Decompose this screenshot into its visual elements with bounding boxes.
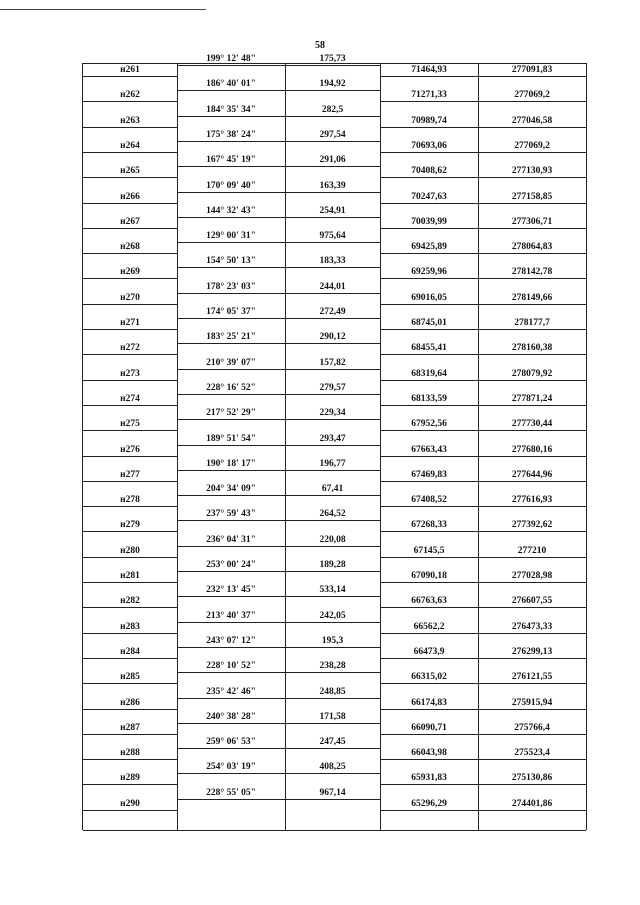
page-number: 58: [315, 40, 325, 51]
coord-x: 67663,43: [411, 444, 447, 455]
coord-row-line: [380, 810, 586, 811]
direction-angle: 235° 42' 46": [206, 686, 256, 697]
segment-row-line: [177, 318, 381, 319]
coord-row-line: [380, 683, 586, 684]
header-rule: [0, 9, 206, 10]
point-row-line: [83, 810, 177, 811]
coord-row-line: [380, 658, 586, 659]
coord-y: 275766,4: [514, 722, 550, 733]
point-id: н269: [120, 267, 140, 278]
coord-x: 67268,33: [411, 520, 447, 531]
segment-length: 247,45: [319, 737, 346, 748]
coord-row-line: [380, 253, 586, 254]
point-row-line: [83, 557, 177, 558]
point-row-line: [83, 152, 177, 153]
segment-row-line: [177, 596, 381, 597]
point-id: н270: [120, 292, 140, 303]
coord-y: 274401,86: [511, 798, 553, 809]
point-row-line: [83, 76, 177, 77]
point-row-line: [83, 203, 177, 204]
direction-angle: 204° 34' 09": [206, 484, 256, 495]
point-id: н263: [120, 115, 140, 126]
point-row-line: [83, 759, 177, 760]
coord-y: 277680,16: [511, 444, 553, 455]
point-id: н282: [120, 596, 140, 607]
coord-y: 278079,92: [511, 368, 553, 379]
direction-angle: 254° 03' 19": [206, 762, 256, 773]
segment-length: 238,28: [319, 661, 346, 672]
point-row-line: [83, 430, 177, 431]
point-row-line: [83, 683, 177, 684]
coord-row-line: [380, 304, 586, 305]
point-id: н268: [120, 242, 140, 253]
segment-length: 195,3: [321, 635, 344, 646]
coord-y: 275523,4: [514, 748, 550, 759]
coord-x: 68319,64: [411, 368, 447, 379]
segment-length: 163,39: [319, 180, 346, 191]
segment-row-line: [177, 672, 381, 673]
point-id: н283: [120, 621, 140, 632]
point-row-line: [83, 633, 177, 634]
direction-angle: 170° 09' 40": [206, 180, 256, 191]
point-id: н275: [120, 419, 140, 430]
coord-y: 277730,44: [511, 419, 553, 430]
direction-angle: 213° 40' 37": [206, 610, 256, 621]
point-row-line: [83, 531, 177, 532]
direction-angle: 253° 00' 24": [206, 560, 256, 570]
segment-length: 157,82: [319, 357, 346, 368]
coord-row-line: [380, 784, 586, 785]
segment-row-line: [177, 520, 381, 521]
coord-x: 68133,59: [411, 393, 447, 404]
segment-length: 183,33: [319, 256, 346, 267]
direction-angle: 184° 35' 34": [206, 104, 256, 115]
segment-length: 244,01: [319, 281, 346, 292]
coord-y: 275130,86: [511, 773, 553, 784]
point-id: н280: [120, 545, 140, 556]
coord-row-line: [380, 531, 586, 532]
segment-row-line: [177, 141, 381, 142]
direction-angle: 199° 12' 48": [206, 54, 256, 64]
point-row-line: [83, 329, 177, 330]
point-row-line: [83, 734, 177, 735]
coord-x: 66174,83: [411, 697, 447, 708]
coord-row-line: [380, 329, 586, 330]
coord-y: 277069,2: [514, 90, 550, 101]
segment-length: 229,34: [319, 408, 346, 419]
point-id: н284: [120, 646, 140, 657]
point-id: н265: [120, 166, 140, 177]
coord-x: 69259,96: [411, 267, 447, 278]
coord-x: 65931,83: [411, 773, 447, 784]
point-id: н273: [120, 368, 140, 379]
segment-row-line: [177, 394, 381, 395]
point-row-line: [83, 582, 177, 583]
coord-x: 67090,18: [411, 571, 447, 581]
segment-row-line: [177, 445, 381, 446]
direction-angle: 237° 59' 43": [206, 509, 256, 520]
direction-angle: 174° 05' 37": [206, 307, 256, 317]
point-id: н285: [120, 672, 140, 683]
segment-length: 975,64: [319, 231, 346, 242]
coord-y: 278149,66: [511, 292, 553, 303]
coord-row-line: [380, 354, 586, 355]
point-row-line: [83, 253, 177, 254]
point-id: н261: [120, 65, 140, 75]
segment-row-line: [177, 773, 381, 774]
point-id: н264: [120, 140, 140, 151]
segment-length: 171,58: [319, 711, 346, 722]
coord-y: 277616,93: [511, 495, 553, 506]
segment-row-line: [177, 470, 381, 471]
point-row-line: [83, 304, 177, 305]
point-row-line: [83, 380, 177, 381]
coord-y: 277091,83: [511, 65, 553, 75]
coord-row-line: [380, 557, 586, 558]
point-id: н276: [120, 444, 140, 455]
segment-row-line: [177, 647, 381, 648]
coord-x: 69016,05: [411, 292, 447, 303]
segment-row-line: [177, 571, 381, 572]
point-row-line: [83, 127, 177, 128]
coord-x: 66090,71: [411, 722, 447, 733]
coord-y: 278064,83: [511, 242, 553, 253]
coord-x: 70989,74: [411, 115, 447, 126]
coord-x: 66473,9: [413, 646, 445, 657]
coord-x: 67408,52: [411, 495, 447, 506]
segment-row-line: [177, 622, 381, 623]
segment-length: 264,52: [319, 509, 346, 520]
segment-length: 196,77: [319, 458, 346, 469]
direction-angle: 259° 06' 53": [206, 737, 256, 748]
point-id: н267: [120, 216, 140, 227]
direction-angle: 228° 55' 05": [206, 787, 256, 798]
point-id: н271: [120, 318, 140, 328]
coord-row-line: [380, 152, 586, 153]
coord-y: 276121,55: [511, 672, 553, 683]
coord-x: 66315,02: [411, 672, 447, 683]
point-row-line: [83, 405, 177, 406]
coord-row-line: [380, 734, 586, 735]
point-row-line: [83, 278, 177, 279]
segment-row-line: [177, 799, 381, 800]
segment-length: 967,14: [319, 787, 346, 798]
segment-row-line: [177, 90, 381, 91]
coord-y: 277028,98: [511, 571, 553, 581]
coord-x: 70247,63: [411, 191, 447, 202]
point-id: н287: [120, 722, 140, 733]
coord-y: 277871,24: [511, 393, 553, 404]
segment-length: 279,57: [319, 382, 346, 393]
segment-row-line: [177, 65, 381, 66]
point-id: н281: [120, 571, 140, 581]
coord-y: 275915,94: [511, 697, 553, 708]
coord-row-line: [380, 405, 586, 406]
coord-row-line: [380, 633, 586, 634]
point-id: н279: [120, 520, 140, 531]
direction-angle: 210° 39' 07": [206, 357, 256, 368]
point-row-line: [83, 177, 177, 178]
point-id: н274: [120, 393, 140, 404]
segment-length: 248,85: [319, 686, 346, 697]
point-row-line: [83, 658, 177, 659]
point-row-line: [83, 481, 177, 482]
direction-angle: 144° 32' 43": [206, 205, 256, 216]
direction-angle: 186° 40' 01": [206, 79, 256, 90]
coord-y: 278177,7: [514, 318, 550, 328]
point-row-line: [83, 354, 177, 355]
point-row-line: [83, 506, 177, 507]
coord-x: 67469,83: [411, 469, 447, 480]
segment-length: 408,25: [319, 762, 346, 773]
coord-y: 278142,78: [511, 267, 553, 278]
coord-y: 276473,33: [511, 621, 553, 632]
direction-angle: 243° 07' 12": [206, 635, 256, 646]
coord-row-line: [380, 607, 586, 608]
segment-row-line: [177, 217, 381, 218]
coordinates-table: [82, 54, 587, 830]
coord-y: 277306,71: [511, 216, 553, 227]
point-row-line: [83, 228, 177, 229]
coord-y: 277158,85: [511, 191, 553, 202]
direction-angle: 228° 10' 52": [206, 661, 256, 672]
segment-length: 290,12: [319, 332, 346, 343]
coord-row-line: [380, 278, 586, 279]
segment-row-line: [177, 267, 381, 268]
direction-angle: 228° 16' 52": [206, 382, 256, 393]
segment-row-line: [177, 192, 381, 193]
coord-x: 66763,63: [411, 596, 447, 607]
direction-angle: 178° 23' 03": [206, 281, 256, 292]
direction-angle: 240° 38' 28": [206, 711, 256, 722]
segment-length: 272,49: [319, 307, 346, 317]
coord-row-line: [380, 582, 586, 583]
segment-row-line: [177, 723, 381, 724]
segment-length: 194,92: [319, 79, 346, 90]
segment-length: 282,5: [321, 104, 344, 115]
coord-x: 65296,29: [411, 798, 447, 809]
direction-angle: 175° 38' 24": [206, 129, 256, 140]
direction-angle: 217° 52' 29": [206, 408, 256, 419]
coord-row-line: [380, 76, 586, 77]
coord-x: 66562,2: [413, 621, 445, 632]
segment-row-line: [177, 698, 381, 699]
coord-x: 66043,98: [411, 748, 447, 759]
coord-row-line: [380, 506, 586, 507]
coord-row-line: [380, 709, 586, 710]
segment-row-line: [177, 343, 381, 344]
segment-row-line: [177, 748, 381, 749]
direction-angle: 236° 04' 31": [206, 534, 256, 545]
point-id: н272: [120, 343, 140, 354]
segment-row-line: [177, 166, 381, 167]
coord-x: 68745,01: [411, 318, 447, 328]
coord-x: 71271,33: [411, 90, 447, 101]
direction-angle: 129° 00' 31": [206, 231, 256, 242]
coord-row-line: [380, 228, 586, 229]
coord-x: 70408,62: [411, 166, 447, 177]
segment-row-line: [177, 546, 381, 547]
coord-x: 70039,99: [411, 216, 447, 227]
segment-length: 293,47: [319, 433, 346, 444]
segment-length: 254,91: [319, 205, 346, 216]
segment-row-line: [177, 293, 381, 294]
coord-y: 277210: [517, 545, 547, 556]
segment-length: 220,08: [319, 534, 346, 545]
coord-y: 276299,13: [511, 646, 553, 657]
direction-angle: 190° 18' 17": [206, 458, 256, 469]
segment-length: 67,41: [321, 484, 344, 495]
direction-angle: 232° 13' 45": [206, 585, 256, 596]
coord-y: 277392,62: [511, 520, 553, 531]
coord-row-line: [380, 380, 586, 381]
point-row-line: [83, 784, 177, 785]
point-id: н262: [120, 90, 140, 101]
coord-row-line: [380, 430, 586, 431]
coord-x: 70693,06: [411, 140, 447, 151]
point-id: н266: [120, 191, 140, 202]
point-id: н286: [120, 697, 140, 708]
point-id: н277: [120, 469, 140, 480]
coord-x: 68455,41: [411, 343, 447, 354]
point-row-line: [83, 709, 177, 710]
point-id: н288: [120, 748, 140, 759]
coord-row-line: [380, 203, 586, 204]
coord-y: 277046,58: [511, 115, 553, 126]
coord-x: 67952,56: [411, 419, 447, 430]
segment-length: 175,73: [319, 54, 346, 64]
point-id: н290: [120, 798, 140, 809]
segment-length: 189,28: [319, 560, 346, 570]
point-row-line: [83, 607, 177, 608]
segment-row-line: [177, 495, 381, 496]
direction-angle: 183° 25' 21": [206, 332, 256, 343]
segment-row-line: [177, 116, 381, 117]
point-row-line: [83, 101, 177, 102]
coord-x: 67145,5: [413, 545, 445, 556]
coord-row-line: [380, 481, 586, 482]
segment-length: 291,06: [319, 155, 346, 166]
segment-row-line: [177, 242, 381, 243]
segment-row-line: [177, 369, 381, 370]
segment-row-line: [177, 419, 381, 420]
coord-row-line: [380, 759, 586, 760]
segment-length: 533,14: [319, 585, 346, 596]
coord-y: 277644,96: [511, 469, 553, 480]
point-id: н278: [120, 495, 140, 506]
direction-angle: 189° 51' 54": [206, 433, 256, 444]
table-bottom-border: [83, 830, 586, 831]
coord-x: 71464,93: [411, 65, 447, 75]
point-row-line: [83, 456, 177, 457]
coord-row-line: [380, 456, 586, 457]
coord-y: 277069,2: [514, 140, 550, 151]
coord-y: 276607,55: [511, 596, 553, 607]
coord-y: 278160,38: [511, 343, 553, 354]
coord-y: 277130,93: [511, 166, 553, 177]
coord-row-line: [380, 177, 586, 178]
coord-x: 69425,89: [411, 242, 447, 253]
direction-angle: 154° 50' 13": [206, 256, 256, 267]
point-id: н289: [120, 773, 140, 784]
coord-row-line: [380, 101, 586, 102]
segment-length: 297,54: [319, 129, 346, 140]
direction-angle: 167° 45' 19": [206, 155, 256, 166]
coord-row-line: [380, 127, 586, 128]
segment-length: 242,05: [319, 610, 346, 621]
